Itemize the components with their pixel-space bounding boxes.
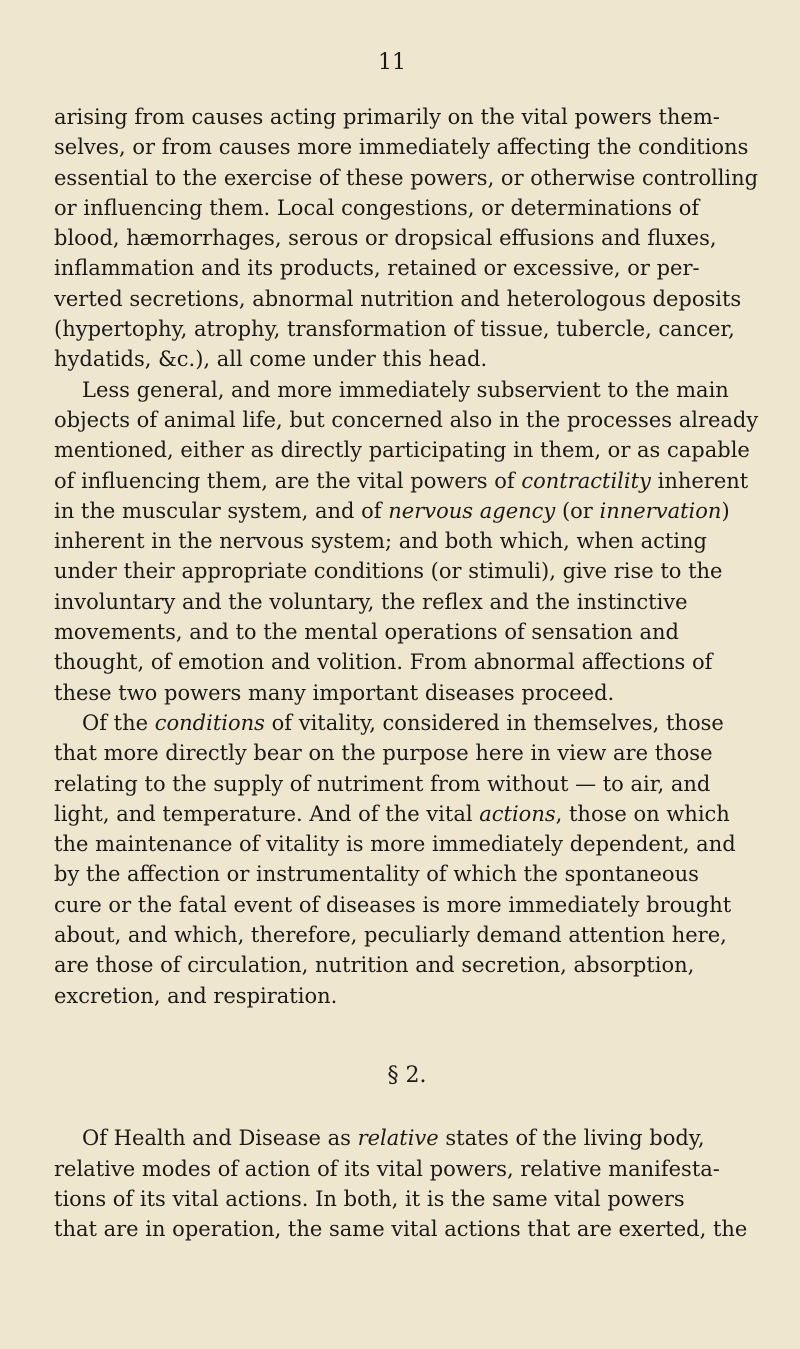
paragraph-4-line: tions of its vital actions. In both, it is the same vital powers [54, 1186, 685, 1211]
paragraph-3-line: are those of circulation, nutrition and secretion, absorption, [54, 953, 695, 978]
paragraph-2-line: inherent in the nervous system; and both which, when acting [54, 529, 707, 554]
text-segment: , those on which [555, 801, 730, 826]
paragraph-1 [54, 102, 760, 375]
paragraph-2-line: Less general, and more immediately subservient to the main [82, 377, 729, 402]
paragraph-3-line: cure or the fatal event of diseases is more immediately brought [54, 892, 732, 917]
paragraph-1-line: arising from causes acting primarily on the vital powers them- [54, 105, 720, 129]
text-segment: of influencing them, are the vital powers of [54, 468, 522, 493]
paragraph-2-line: under their appropriate conditions (or stimuli), give rise to the [54, 559, 723, 584]
paragraph-2-line: involuntary and the voluntary, the reflex and the instinctive [54, 589, 688, 614]
paragraph-1-line: inflammation and its products, retained or excessive, or per- [54, 256, 700, 281]
paragraph-3 [54, 708, 760, 1011]
text-segment: Of the [82, 710, 155, 735]
emphasis-actions: actions [479, 801, 556, 826]
paragraph-4-line [54, 1123, 760, 1153]
paragraph-3-line: that more directly bear on the purpose here in view are those [54, 741, 713, 766]
paragraph-1-line: essential to the exercise of these powers, or otherwise controlling [54, 165, 759, 190]
paragraph-2 [54, 375, 760, 708]
emphasis-contractility: contractility [521, 468, 651, 493]
paragraph-3-line [54, 799, 760, 829]
paragraph-3-line: excretion, and respiration. [54, 983, 338, 1008]
paragraph-4 [54, 1123, 760, 1244]
paragraph-2-line [54, 466, 760, 496]
paragraph-4-line: that are in operation, the same vital actions that are exerted, the [54, 1217, 748, 1242]
text-segment: of vitality, considered in themselves, those [264, 710, 724, 735]
text-segment: states of the living body, [438, 1126, 705, 1151]
paragraph-1-line: selves, or from causes more immediately affecting the conditions [54, 135, 749, 160]
section-heading: § 2. [387, 1062, 427, 1088]
body-text [54, 102, 760, 1244]
paragraph-1-line: blood, hæmorrhages, serous or dropsical effusions and fluxes, [54, 226, 717, 251]
paragraph-2-line: objects of animal life, but concerned also in the processes already [54, 407, 759, 432]
text-segment: (or [555, 498, 600, 523]
paragraph-1-line: verted secretions, abnormal nutrition and heterologous deposits [54, 286, 742, 311]
paragraph-2-line: these two powers many important diseases proceed. [54, 680, 615, 705]
paragraph-3-line: by the affection or instrumentality of which the spontaneous [54, 862, 699, 887]
text-segment: inherent [650, 468, 749, 493]
paragraph-3-line: the maintenance of vitality is more immediately dependent, and [54, 832, 736, 857]
emphasis-nervous-agency: nervous agency [388, 498, 556, 523]
paragraph-3-line [54, 708, 760, 738]
paragraph-1-line: or influencing them. Local congestions, or determinations of [54, 195, 700, 220]
paragraph-1-line: (hypertophy, atrophy, transformation of tissue, tubercle, cancer, [54, 317, 735, 342]
paragraph-2-line: mentioned, either as directly participating in them, or as capable [54, 438, 750, 463]
text-segment: Of Health and Disease as [82, 1126, 358, 1151]
page-number: 11 [378, 50, 406, 75]
paragraph-1-line: hydatids, &c.), all come under this head. [54, 347, 488, 372]
paragraph-3-line: about, and which, therefore, peculiarly demand attention here, [54, 923, 727, 948]
paragraph-2-line: movements, and to the mental operations of sensation and [54, 620, 679, 645]
text-segment: in the muscular system, and of [54, 498, 389, 523]
paragraph-4-line: relative modes of action of its vital powers, relative manifesta- [54, 1156, 720, 1181]
text-segment: light, and temperature. And of the vital [54, 801, 480, 826]
paragraph-2-line: thought, of emotion and volition. From abnormal affections of [54, 650, 713, 675]
emphasis-innervation: innervation [599, 498, 722, 523]
emphasis-conditions: conditions [154, 710, 265, 735]
paragraph-2-line [54, 496, 760, 526]
paragraph-3-line: relating to the supply of nutriment from without — to air, and [54, 771, 711, 796]
text-segment: ) [721, 498, 730, 523]
emphasis-relative: relative [357, 1126, 439, 1151]
